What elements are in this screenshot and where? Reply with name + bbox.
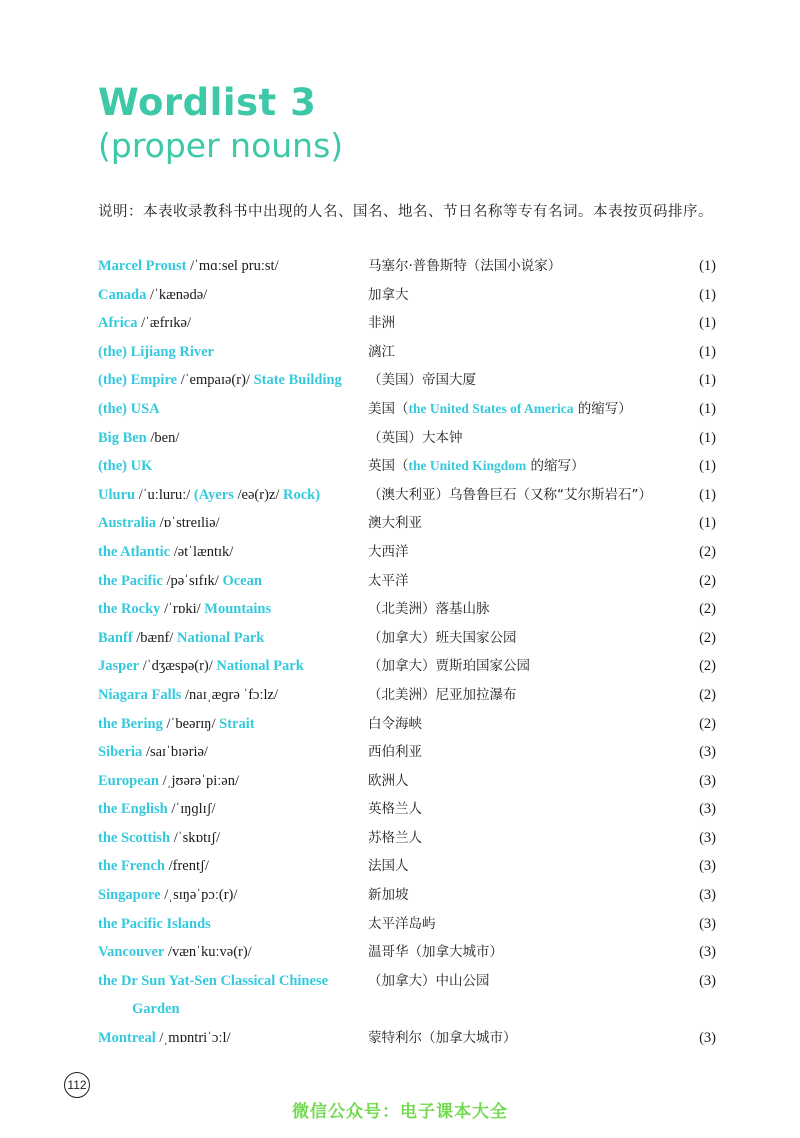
entry-english (98, 366, 366, 395)
entry-chinese-text: 的缩写） (573, 400, 632, 417)
entry-page: (3) (699, 915, 716, 932)
entry-english (98, 595, 366, 624)
entry-term: Big Ben (98, 429, 147, 446)
wordlist-entry (98, 852, 716, 881)
entry-term: the French (98, 858, 165, 875)
entry-chinese (368, 967, 490, 996)
wordlist-entry (98, 366, 716, 395)
entry-chinese-text: （加拿大）班夫国家公园 (368, 629, 517, 646)
entry-page: (1) (699, 486, 716, 503)
entry-english (98, 738, 366, 767)
entry-page: (2) (699, 601, 716, 618)
wordlist-entry (98, 938, 716, 967)
entry-page: (3) (699, 744, 716, 761)
entry-phonetic: /ətˈlæntɪk/ (170, 543, 234, 560)
entry-term: Singapore (98, 887, 161, 904)
entry-term: the Scottish (98, 829, 171, 846)
explanatory-note: 说明：本表收录教科书中出现的人名、国名、地名、节日名称等专有名词。本表按页码排序。 (98, 204, 713, 220)
wordlist-subtitle: (proper nouns) (98, 126, 344, 165)
wordlist-entry (98, 395, 716, 424)
wordlist-entry (98, 652, 716, 681)
entry-chinese-text: （加拿大）中山公园 (368, 972, 490, 989)
entry-term: the English (98, 801, 168, 818)
entry-english (98, 881, 366, 910)
entry-phonetic: /ˈmɑːsel pruːst/ (186, 258, 279, 274)
entry-page: (1) (699, 372, 716, 389)
entry-chinese (368, 795, 422, 824)
entry-page: (1) (699, 429, 716, 446)
entry-chinese-text: 英国（ (368, 458, 409, 475)
wordlist-entry (98, 481, 716, 510)
entry-phonetic: /ˈuːluruː/ (135, 486, 194, 503)
wordlist-entry (98, 910, 716, 939)
entry-term: the Dr Sun Yat-Sen Classical Chinese (98, 972, 329, 989)
entry-chinese (368, 852, 409, 881)
entry-term: (the) Lijiang River (98, 343, 214, 360)
entry-chinese (368, 567, 409, 596)
entry-page: (3) (699, 972, 716, 989)
entry-phonetic: /ˌsɪŋəˈpɔː(r)/ (160, 887, 238, 904)
entry-chinese (368, 652, 530, 681)
entry-english (98, 910, 366, 939)
entry-term: Mountains (204, 601, 272, 618)
wordlist-title: Wordlist 3 (98, 81, 317, 124)
entry-chinese-text: 澳大利亚 (368, 515, 422, 532)
entry-english (98, 567, 366, 596)
wordlist-entry (98, 624, 716, 653)
wordlist-entry (98, 338, 716, 367)
entry-page: (2) (699, 686, 716, 703)
entry-chinese (368, 681, 517, 710)
wordlist-entry (98, 567, 716, 596)
entry-page: (2) (699, 715, 716, 732)
wordlist-entry (98, 595, 716, 624)
entry-phonetic: /bænf/ (132, 629, 177, 646)
entry-chinese (368, 338, 395, 367)
entry-term: Ocean (222, 572, 262, 589)
entry-page: (2) (699, 572, 716, 589)
entry-english (98, 824, 366, 853)
entry-chinese-term: the United Kingdom (408, 458, 527, 474)
entry-phonetic: /ɒˈstreɪliə/ (156, 515, 220, 532)
wordlist-table (98, 252, 716, 1053)
entry-term: (the) Empire (98, 372, 178, 389)
entry-chinese (368, 824, 422, 853)
entry-chinese-text: （加拿大）贾斯珀国家公园 (368, 658, 530, 675)
entry-english (98, 938, 366, 967)
entry-page: (2) (699, 658, 716, 675)
wordlist-entry (98, 452, 716, 481)
entry-chinese-text: 欧洲人 (368, 772, 409, 789)
entry-english (98, 1024, 366, 1053)
entry-chinese-text: 非洲 (368, 315, 395, 332)
entry-chinese-text: 英格兰人 (368, 801, 422, 818)
entry-page: (2) (699, 543, 716, 560)
wordlist-entry (98, 424, 716, 453)
entry-chinese-text: 马塞尔·普鲁斯特（法国小说家） (368, 258, 562, 274)
entry-page: (3) (699, 858, 716, 875)
entry-english (98, 481, 366, 510)
entry-chinese-text: 新加坡 (368, 887, 409, 904)
entry-page: (1) (699, 343, 716, 360)
entry-chinese (368, 309, 395, 338)
entry-chinese (368, 509, 422, 538)
entry-page: (3) (699, 887, 716, 904)
entry-term: National Park (176, 629, 265, 646)
entry-chinese-text: 苏格兰人 (368, 829, 422, 846)
entry-term: Rock) (283, 486, 321, 503)
entry-english (98, 852, 366, 881)
entry-phonetic: /ˈɪŋɡlɪʃ/ (167, 801, 216, 818)
wordlist-entry (98, 281, 716, 310)
entry-phonetic: /saɪˈbɪəriə/ (142, 744, 208, 761)
entry-english (98, 309, 366, 338)
entry-phonetic: /ben/ (146, 429, 180, 446)
entry-chinese-text: （美国）帝国大厦 (368, 372, 476, 389)
entry-chinese (368, 710, 422, 739)
entry-chinese-term: the United States of America (408, 400, 574, 416)
entry-term: Africa (98, 315, 138, 332)
entry-chinese (368, 624, 517, 653)
entry-phonetic: /ˈempaɪə(r)/ (177, 372, 254, 389)
entry-chinese-text: 法国人 (368, 858, 409, 875)
page-number: 112 (64, 1072, 90, 1098)
entry-term: the Rocky (98, 601, 161, 618)
wordlist-entry (98, 967, 716, 1024)
entry-page: (1) (699, 258, 716, 274)
entry-phonetic: /ˈbeərɪŋ/ (162, 715, 220, 732)
entry-chinese (368, 538, 409, 567)
watermark-text: 微信公众号：电子课本大全 (292, 1102, 508, 1122)
entry-english (98, 395, 366, 424)
entry-term: Strait (219, 715, 255, 732)
entry-page: (2) (699, 629, 716, 646)
entry-english (98, 967, 366, 1024)
entry-chinese-text: 西伯利亚 (368, 744, 422, 761)
entry-chinese-text: 太平洋岛屿 (368, 915, 436, 932)
entry-english (98, 795, 366, 824)
entry-phonetic: /ˈrɒki/ (160, 601, 205, 618)
wordlist-entry (98, 681, 716, 710)
entry-chinese (368, 881, 409, 910)
entry-chinese-text: 的缩写） (526, 458, 585, 475)
entry-page: (1) (699, 315, 716, 332)
entry-chinese-text: 美国（ (368, 400, 409, 417)
entry-term: Canada (98, 286, 147, 303)
entry-term: (the) UK (98, 458, 153, 475)
wordlist-entry (98, 538, 716, 567)
entry-term: the Atlantic (98, 543, 171, 560)
entry-term: State Building (253, 372, 342, 389)
wordlist-entry (98, 738, 716, 767)
entry-english (98, 452, 366, 481)
entry-term: Jasper (98, 658, 140, 675)
entry-term: the Bering (98, 715, 163, 732)
entry-chinese (368, 252, 561, 281)
entry-english (98, 767, 366, 796)
wordlist-entry (98, 795, 716, 824)
entry-english (98, 338, 366, 367)
entry-term: (Ayers (193, 486, 234, 503)
entry-english (98, 509, 366, 538)
entry-phonetic: /ˌmɒntriˈɔːl/ (155, 1030, 231, 1047)
entry-term: Montreal (98, 1030, 156, 1047)
entry-term: Marcel Proust (98, 258, 187, 274)
entry-phonetic: /ˈskɒtɪʃ/ (170, 829, 220, 846)
entry-chinese (368, 395, 632, 424)
wordlist-entry (98, 252, 716, 281)
entry-phonetic: /naɪˌæɡrə ˈfɔːlz/ (181, 686, 278, 703)
entry-chinese (368, 738, 422, 767)
entry-phonetic: /pəˈsɪfɪk/ (162, 572, 223, 589)
entry-term: Vancouver (98, 944, 165, 961)
entry-term: European (98, 772, 159, 789)
entry-term: Siberia (98, 744, 143, 761)
wordlist-entry (98, 309, 716, 338)
entry-chinese (368, 366, 476, 395)
entry-page: (1) (699, 458, 716, 475)
entry-chinese-text: （北美洲）尼亚加拉瀑布 (368, 686, 517, 703)
entry-chinese-text: 大西洋 (368, 543, 409, 560)
entry-chinese (368, 938, 503, 967)
entry-page: (3) (699, 772, 716, 789)
entry-term: Uluru (98, 486, 136, 503)
entry-chinese (368, 767, 409, 796)
entry-page: (1) (699, 286, 716, 303)
entry-page: (1) (699, 400, 716, 417)
entry-chinese (368, 910, 436, 939)
entry-page: (3) (699, 801, 716, 818)
entry-chinese-text: 温哥华（加拿大城市） (368, 944, 503, 961)
entry-chinese-text: （英国）大本钟 (368, 429, 463, 446)
entry-english (98, 681, 366, 710)
entry-page: (3) (699, 1030, 716, 1047)
entry-chinese-text: （北美洲）落基山脉 (368, 601, 490, 618)
entry-english (98, 281, 366, 310)
entry-chinese (368, 452, 585, 481)
entry-term: Niagara Falls (98, 686, 182, 703)
entry-page: (1) (699, 515, 716, 532)
wordlist-entry (98, 767, 716, 796)
entry-chinese (368, 595, 490, 624)
entry-chinese (368, 1024, 517, 1053)
entry-chinese-text: 漓江 (368, 343, 395, 360)
entry-term: the Pacific (98, 572, 163, 589)
entry-phonetic: /ˈdʒæspə(r)/ (139, 658, 217, 675)
entry-term: National Park (216, 658, 304, 675)
entry-chinese (368, 481, 652, 510)
entry-phonetic: /eə(r)z/ (233, 486, 283, 503)
entry-chinese (368, 424, 463, 453)
entry-chinese-text: 太平洋 (368, 572, 409, 589)
entry-english (98, 538, 366, 567)
entry-phonetic: /ˌjʊərəˈpiːən/ (158, 772, 240, 789)
wordlist-entry (98, 881, 716, 910)
entry-page: (3) (699, 829, 716, 846)
entry-term: the Pacific Islands (98, 915, 211, 932)
entry-term: Australia (98, 515, 156, 532)
entry-english (98, 252, 366, 281)
wordlist-entry (98, 824, 716, 853)
entry-phonetic: /ˈæfrɪkə/ (137, 315, 192, 332)
entry-chinese-text: 蒙特利尔（加拿大城市） (368, 1030, 517, 1047)
entry-chinese-text: （澳大利亚）乌鲁鲁巨石（又称“艾尔斯岩石”） (368, 486, 652, 503)
entry-phonetic: /frentʃ/ (165, 858, 209, 875)
entry-chinese-text: 白令海峡 (368, 715, 422, 732)
entry-english (98, 624, 366, 653)
entry-page: (3) (699, 944, 716, 961)
entry-phonetic: /ˈkænədə/ (146, 286, 208, 303)
entry-phonetic: /vænˈkuːvə(r)/ (164, 944, 252, 961)
entry-chinese-text: 加拿大 (368, 286, 409, 303)
wordlist-entry (98, 710, 716, 739)
entry-english (98, 710, 366, 739)
entry-english (98, 424, 366, 453)
entry-term: (the) USA (98, 400, 160, 417)
entry-chinese (368, 281, 409, 310)
entry-english (98, 652, 366, 681)
wordlist-entry (98, 509, 716, 538)
wordlist-entry (98, 1024, 716, 1053)
entry-term: Banff (98, 629, 133, 646)
entry-term: Garden (132, 1001, 180, 1018)
